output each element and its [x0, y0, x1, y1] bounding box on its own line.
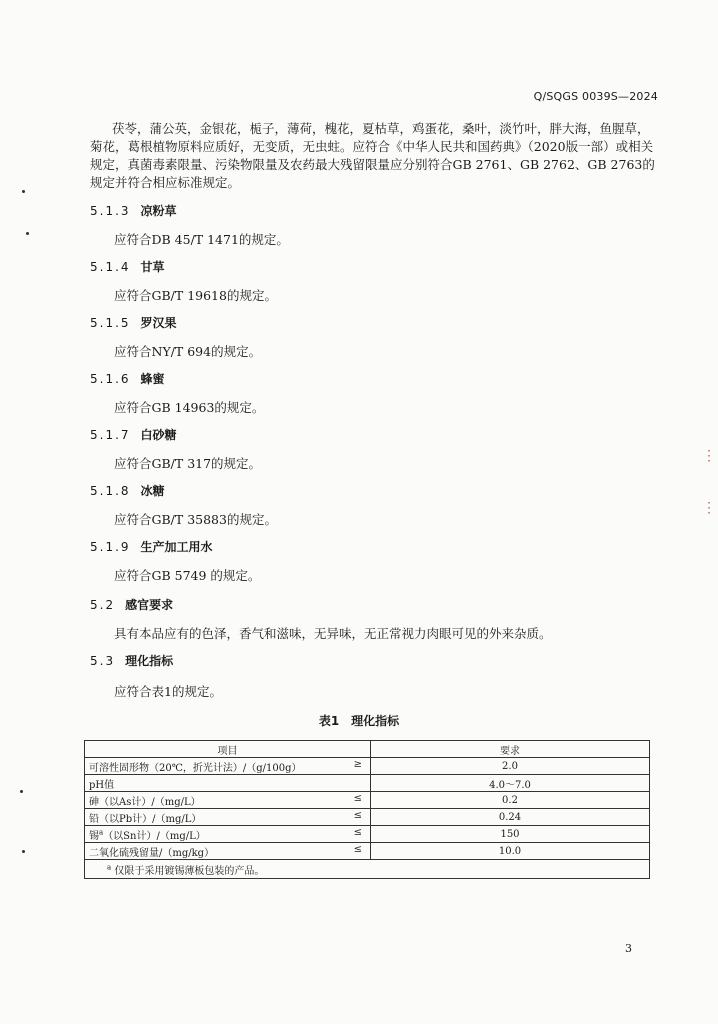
row-item: pH值	[85, 775, 371, 792]
footnote-marker: a	[99, 828, 104, 837]
row-requirement: 0.24	[371, 809, 650, 826]
section-body: 应符合GB/T 19618的规定。	[114, 288, 277, 303]
comparison-symbol: ≤	[353, 827, 362, 838]
section-body: 应符合表1的规定。	[114, 684, 222, 699]
header-item: 项目	[85, 741, 371, 758]
scan-speck	[20, 790, 23, 793]
table-note-row	[85, 860, 650, 879]
edge-stamp-mark: ⋮	[702, 448, 716, 464]
table-caption: 表1 理化指标	[318, 714, 400, 728]
row-item: 二氧化硫残留量/（mg/kg） ≤	[85, 843, 371, 860]
section-heading: 5.1.4 甘草	[90, 260, 165, 274]
comparison-symbol: ≥	[353, 759, 362, 770]
table-row	[85, 826, 650, 843]
table-row	[85, 843, 650, 860]
section-body: 应符合GB/T 35883的规定。	[114, 512, 277, 527]
section-title: 冰糖	[140, 484, 165, 498]
section-title: 蜂蜜	[140, 372, 165, 386]
row-requirement: 2.0	[371, 758, 650, 775]
row-requirement: 0.2	[371, 792, 650, 809]
row-item: 砷（以As计）/（mg/L） ≤	[85, 792, 371, 809]
table-note: $^a$ 仅限于采用镀锡薄板包装的产品。	[85, 860, 650, 879]
row-item: 锡$^a$（以Sn计）/（mg/L） ≤	[85, 826, 371, 843]
table-row	[85, 775, 650, 792]
section-heading: 5.1.7 白砂糖	[90, 428, 177, 442]
section-heading: 5.2 感官要求	[90, 598, 174, 612]
comparison-symbol: ≤	[353, 810, 362, 821]
section-heading: 5.1.6 蜂蜜	[90, 372, 165, 386]
section-title: 理化指标	[125, 654, 174, 668]
table-row	[85, 758, 650, 775]
row-requirement: 4.0～7.0	[371, 775, 650, 792]
table-row	[85, 792, 650, 809]
section-title: 罗汉果	[140, 316, 177, 330]
section-heading: 5.1.9 生产加工用水	[90, 540, 213, 554]
section-heading: 5.3 理化指标	[90, 654, 174, 668]
section-title: 甘草	[140, 260, 165, 274]
comparison-symbol: ≤	[353, 793, 362, 804]
section-body: 应符合DB 45/T 1471的规定。	[114, 232, 289, 247]
section-body: 应符合GB 5749 的规定。	[114, 568, 261, 583]
section-heading: 5.1.3 凉粉草	[90, 204, 177, 218]
edge-stamp-mark: ⋮	[702, 500, 716, 516]
section-title: 凉粉草	[140, 204, 177, 218]
intro-paragraph	[90, 120, 660, 192]
spec-table	[84, 740, 650, 879]
section-title: 白砂糖	[140, 428, 177, 442]
section-heading: 5.1.8 冰糖	[90, 484, 165, 498]
section-body: 具有本品应有的色泽，香气和滋味，无异味，无正常视力肉眼可见的外来杂质。	[114, 626, 552, 641]
table-row	[85, 809, 650, 826]
document-code: Q/SQGS 0039S—2024	[533, 90, 658, 103]
row-item: 可溶性固形物（20℃，折光计法）/（g/100g） ≥	[85, 758, 371, 775]
page-number: 3	[625, 942, 632, 955]
section-title: 生产加工用水	[140, 540, 213, 554]
scan-speck	[22, 190, 25, 193]
section-title: 感官要求	[125, 598, 174, 612]
section-body: 应符合NY/T 694的规定。	[114, 344, 262, 359]
footnote-marker: a	[107, 863, 112, 872]
row-requirement: 150	[371, 826, 650, 843]
comparison-symbol: ≤	[353, 844, 362, 855]
header-requirement: 要求	[371, 741, 650, 758]
table-header-row	[85, 741, 650, 758]
scan-speck	[26, 232, 29, 235]
scan-speck	[22, 850, 25, 853]
row-item: 铅（以Pb计）/（mg/L） ≤	[85, 809, 371, 826]
row-requirement: 10.0	[371, 843, 650, 860]
section-body: 应符合GB/T 317的规定。	[114, 456, 262, 471]
section-heading: 5.1.5 罗汉果	[90, 316, 177, 330]
section-body: 应符合GB 14963的规定。	[114, 400, 265, 415]
intro-text: 茯苓，蒲公英，金银花，栀子，薄荷，槐花，夏枯草，鸡蛋花，桑叶，淡竹叶，胖大海，鱼腥草，菊花，葛根植物原料应质好，无变质，无虫蛀。应符合《中华人民共和国药典》（2020版一部）或相关规定，真菌毒素限量、污染物限量及农药最大残留限量应分别符合GB 2761、GB 2762、GB 2763的规定并符合相应标准规定。	[90, 121, 655, 190]
